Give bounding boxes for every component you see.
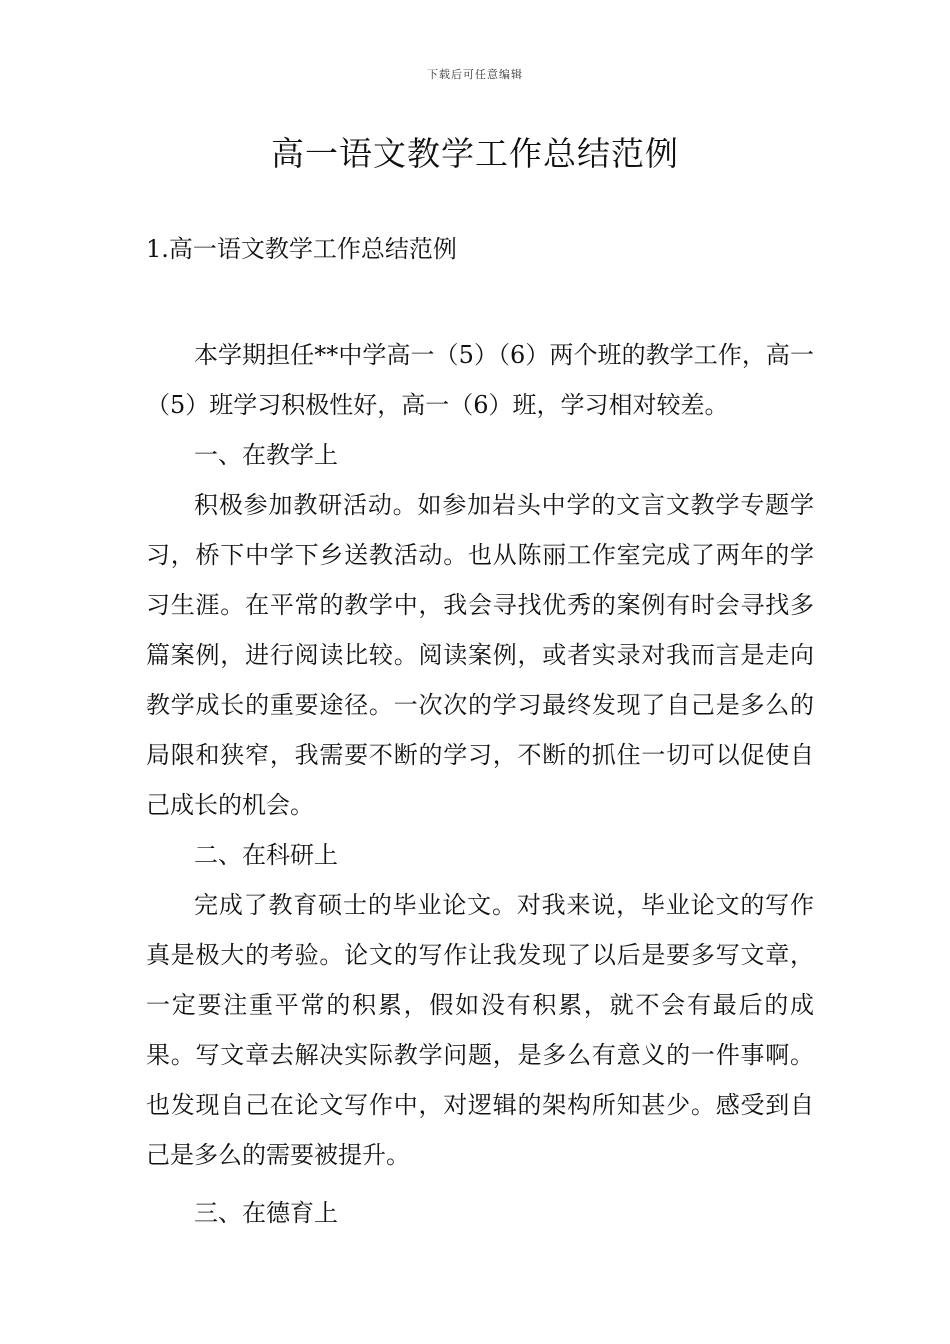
paragraph-research: 完成了教育硕士的毕业论文。对我来说，毕业论文的写作真是极大的考验。论文的写作让我发现了以后是要多写文章，一定要注重平常的积累，假如没有积累，就不会有最后的成果。写文章去解决实际教学问题，是多么有意义的一件事啊。也发现自己在论文写作中，对逻辑的架构所知甚少。感受到自己是多么的需要被提升。 <box>146 891 814 1169</box>
paragraph-teaching: 积极参加教研活动。如参加岩头中学的文言文教学专题学习，桥下中学下乡送教活动。也从陈丽工作室完成了两年的学习生涯。在平常的教学中，我会寻找优秀的案例有时会寻找多篇案例，进行阅读比较。阅读案例，或者实录对我而言是走向教学成长的重要途径。一次次的学习最终发现了自己是多么的局限和狭窄，我需要不断的学习，不断的抓住一切可以促使自己成长的机会。 <box>146 491 814 819</box>
paragraph-intro: 本学期担任**中学高一（5）（6）两个班的教学工作，高一（5）班学习积极性好，高一（6）班，学习相对较差。 <box>146 341 814 419</box>
heading-teaching: 一、在教学上 <box>194 441 338 469</box>
document-body <box>146 330 814 1238</box>
header-note: 下载后可任意编辑 <box>427 68 523 81</box>
document-title: 高一语文教学工作总结范例 <box>271 134 679 173</box>
heading-moral-education: 三、在德育上 <box>194 1199 338 1227</box>
section-heading: 1.高一语文教学工作总结范例 <box>146 235 457 263</box>
heading-research: 二、在科研上 <box>194 841 338 869</box>
